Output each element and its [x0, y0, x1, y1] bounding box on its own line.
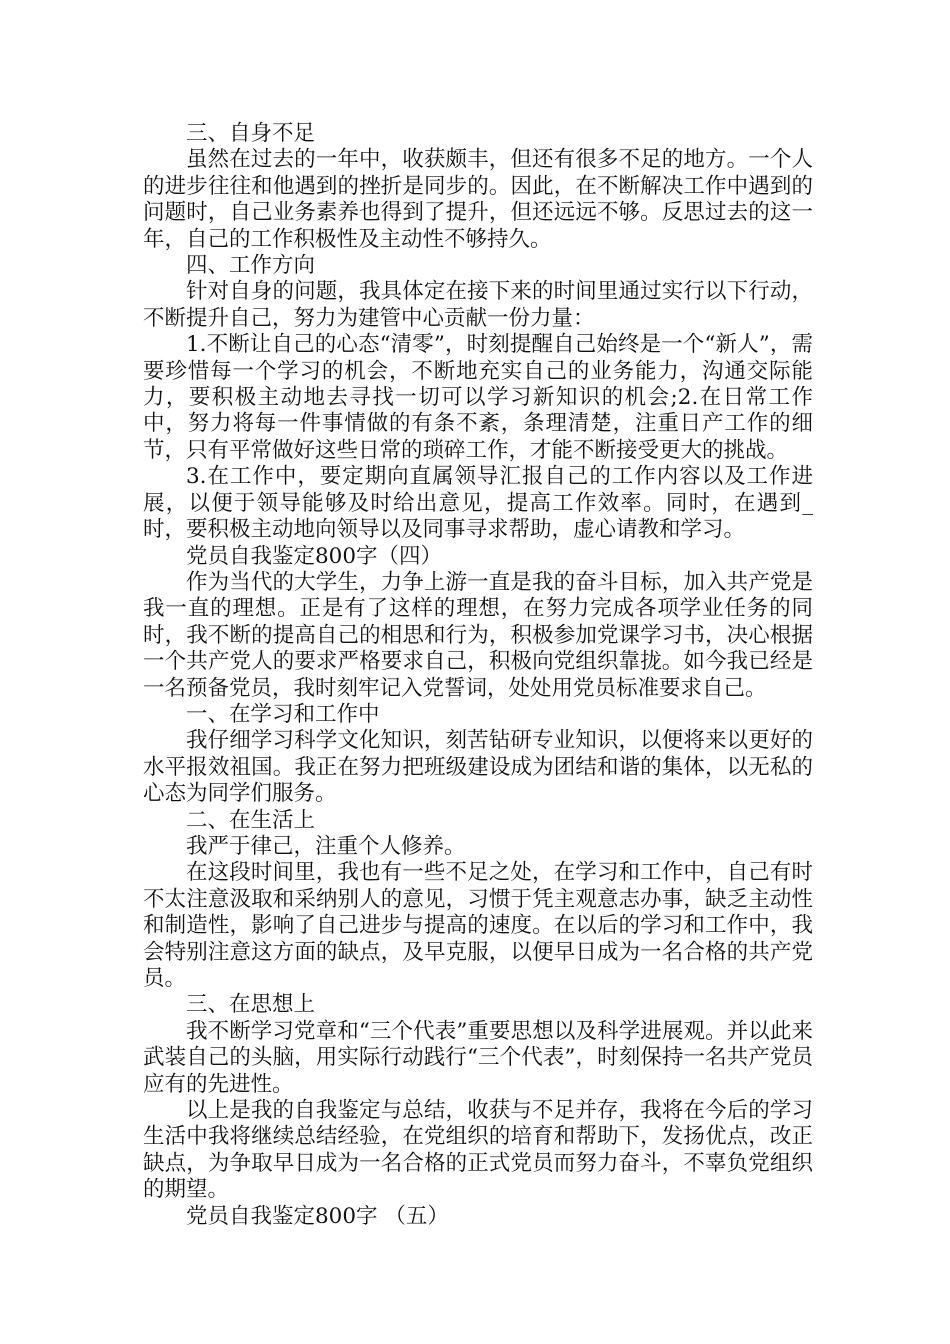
body-paragraph: 以上是我的自我鉴定与总结，收获与不足并存，我将在今后的学习生活中我将继续总结经验，在党组织的培育和帮助下，发扬优点，改正缺点，为争取早日成为一名合格的正式党员而努力奋斗，不辜负党组织的期望。 — [143, 1098, 813, 1203]
body-paragraph: 虽然在过去的一年中，收获颇丰，但还有很多不足的地方。一个人的进步往往和他遇到的挫折是同步的。因此，在不断解决工作中遇到的问题时，自己业务素养也得到了提升，但还远远不够。反思过去的这一年，自己的工作积极性及主动性不够持久。 — [143, 147, 813, 252]
article-title-five: 党员自我鉴定800字 （五） — [186, 1203, 449, 1229]
list-item-1: 1.不断让自己的心态“清零”，时刻提醒自己始终是一个“新人”，需要珍惜每一个学习的机会，不断地充实自己的业务能力，沟通交际能力，要积极主动地去寻找一切可以学习新知识的机会;2.在日常工作中，努力将每一件事情做的有条不紊，条理清楚，注重日产工作的细节，只有平常做好这些日常的琐碎工作，才能不断接受更大的挑战。 — [143, 332, 813, 463]
section-heading-work-direction: 四、工作方向 — [186, 253, 316, 279]
body-paragraph: 我仔细学习科学文化知识，刻苦钻研专业知识，以便将来以更好的水平报效祖国。我正在努力把班级建设成为团结和谐的集体，以无私的心态为同学们服务。 — [143, 728, 813, 807]
section-heading-self-shortcomings: 三、自身不足 — [186, 121, 316, 146]
section-heading-study-work: 一、在学习和工作中 — [186, 701, 380, 727]
list-item-3: 3.在工作中，要定期向直属领导汇报自己的工作内容以及工作进展，以便于领导能够及时给出意见，提高工作效率。同时，在遇到_时，要积极主动地向领导以及同事寻求帮助，虚心请教和学习。 — [143, 464, 813, 543]
body-paragraph: 我不断学习党章和“三个代表”重要思想以及科学进展观。并以此来武装自己的头脑，用实际行动践行“三个代表”，时刻保持一名共产党员应有的先进性。 — [143, 1018, 813, 1097]
body-paragraph: 我严于律己，注重个人修养。 — [186, 833, 466, 859]
document-body — [143, 121, 813, 1230]
article-title-four: 党员自我鉴定800字（四） — [186, 543, 443, 569]
body-paragraph: 作为当代的大学生，力争上游一直是我的奋斗目标，加入共产党是我一直的理想。正是有了这样的理想，在努力完成各项学业任务的同时，我不断的提高自己的相思和行为，积极参加党课学习书，决心根据一个共产党人的要求严格要求自己，积极向党组织靠拢。如今我已经是一名预备党员，我时刻牢记入党誓词，处处用党员标准要求自己。 — [143, 569, 813, 701]
body-paragraph: 在这段时间里，我也有一些不足之处，在学习和工作中，自己有时不太注意汲取和采纳别人的意见，习惯于凭主观意志办事，缺乏主动性和制造性，影响了自己进步与提高的速度。在以后的学习和工作中，我会特别注意这方面的缺点，及早克服，以便早日成为一名合格的共产党员。 — [143, 860, 813, 991]
section-heading-life: 二、在生活上 — [186, 807, 316, 833]
body-paragraph: 针对自身的问题，我具体定在接下来的时间里通过实行以下行动，不断提升自己，努力为建管中心贡献一份力量： — [143, 279, 813, 331]
section-heading-thought: 三、在思想上 — [186, 992, 316, 1018]
